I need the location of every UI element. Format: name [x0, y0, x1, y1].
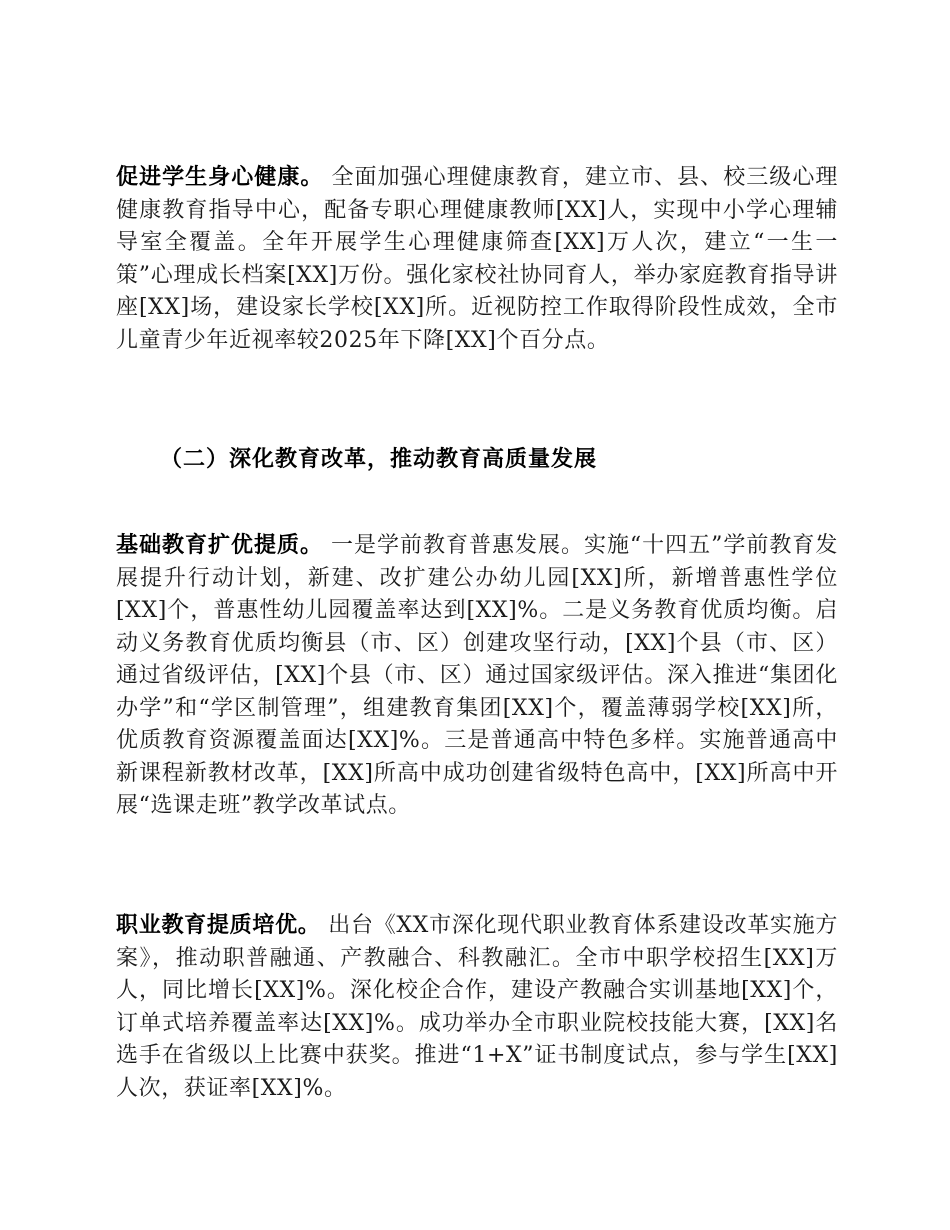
paragraph-body: 出台《XX市深化现代职业教育体系建设改革实施方案》，推动职普融通、产教融合、科教融汇。全市中职学校招生[XX]万人，同比增长[XX]%。深化校企合作，建设产教融合实训基地[XX]个，订单式培养覆盖率达[XX]%。成功举办全市职业院校技能大赛，[XX]名选手在省级以上比赛中获奖。推进“1+X”证书制度试点，参与学生[XX]人次，获证率[XX]%。 — [116, 913, 838, 1101]
paragraph-body: 全面加强心理健康教育，建立市、县、校三级心理健康教育指导中心，配备专职心理健康教师[XX]人，实现中小学心理辅导室全覆盖。全年开展学生心理健康筛查[XX]万人次，建立“一生一策”心理成长档案[XX]万份。强化家校社协同育人，举办家庭教育指导讲座[XX]场，建设家长学校[XX]所。近视防控工作取得阶段性成效，全市儿童青少年近视率较2025年下降[XX]个百分点。 — [116, 165, 838, 353]
paragraph-body: 一是学前教育普惠发展。实施“十四五”学前教育发展提升行动计划，新建、改扩建公办幼儿园[XX]所，新增普惠性学位[XX]个，普惠性幼儿园覆盖率达到[XX]%。二是义务教育优质均衡。启动义务教育优质均衡县（市、区）创建攻坚行动，[XX]个县（市、区）通过省级评估，[XX]个县（市、区）通过国家级评估。深入推进“集团化办学”和“学区制管理”，组建教育集团[XX]个，覆盖薄弱学校[XX]所，优质教育资源覆盖面达[XX]%。三是普通高中特色多样。实施普通高中新课程新教材改革，[XX]所高中成功创建省级特色高中，[XX]所高中开展“选课走班”教学改革试点。 — [116, 533, 839, 818]
paragraph-lead: 职业教育提质培优。 — [116, 913, 321, 938]
paragraph-lead: 基础教育扩优提质。 — [116, 533, 323, 558]
paragraph-student-health — [116, 162, 838, 357]
section-heading: （二）深化教育改革，推动教育高质量发展 — [160, 447, 598, 472]
paragraph-vocational-education — [116, 910, 838, 1105]
paragraph-lead: 促进学生身心健康。 — [116, 165, 324, 190]
paragraph-basic-education — [116, 530, 838, 823]
